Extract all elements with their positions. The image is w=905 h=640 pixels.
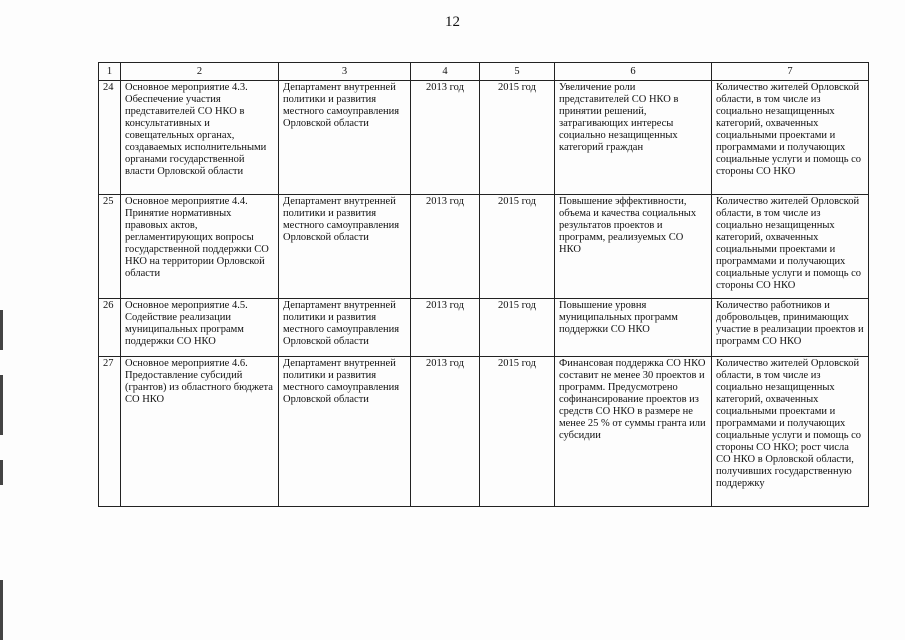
end-year-cell: 2015 год (480, 299, 555, 357)
executor-cell: Департамент внутренней политики и развития местного самоуправления Орловской области (279, 357, 411, 507)
row-number: 27 (99, 357, 121, 507)
executor-cell: Департамент внутренней политики и развития местного самоуправления Орловской области (279, 195, 411, 299)
start-year-cell: 2013 год (411, 357, 480, 507)
row-number: 24 (99, 81, 121, 195)
expected-result-cell: Финансовая поддержка СО НКО составит не менее 30 проектов и программ. Предусмотрено софинансирование проектов из средств СО НКО в размере не менее 25 % от суммы гранта или субсидии (555, 357, 712, 507)
indicator-cell: Количество жителей Орловской области, в том числе из социально незащищенных категорий, охваченных социальными проектами и программами и получающих социальные услуги и помощь со стороны СО НКО (712, 81, 869, 195)
activity-cell: Основное мероприятие 4.6. Предоставление субсидий (грантов) из областного бюджета СО НКО (121, 357, 279, 507)
start-year-cell: 2013 год (411, 195, 480, 299)
start-year-cell: 2013 год (411, 299, 480, 357)
executor-cell: Департамент внутренней политики и развития местного самоуправления Орловской области (279, 299, 411, 357)
start-year-cell: 2013 год (411, 81, 480, 195)
column-header: 3 (279, 63, 411, 81)
expected-result-cell: Повышение уровня муниципальных программ поддержки СО НКО (555, 299, 712, 357)
column-header: 5 (480, 63, 555, 81)
end-year-cell: 2015 год (480, 357, 555, 507)
activity-cell: Основное мероприятие 4.5. Содействие реализации муниципальных программ поддержки СО НКО (121, 299, 279, 357)
table-row (99, 81, 869, 195)
activity-cell: Основное мероприятие 4.3. Обеспечение участия представителей СО НКО в консультативных и совещательных органах, создаваемых исполнительными органами государственной власти Орловской области (121, 81, 279, 195)
expected-result-cell: Повышение эффективности, объема и качества социальных результатов проектов и программ, реализуемых СО НКО (555, 195, 712, 299)
column-header: 2 (121, 63, 279, 81)
expected-result-cell: Увеличение роли представителей СО НКО в принятии решений, затрагивающих интересы социально незащищенных категорий граждан (555, 81, 712, 195)
end-year-cell: 2015 год (480, 195, 555, 299)
row-number: 26 (99, 299, 121, 357)
end-year-cell: 2015 год (480, 81, 555, 195)
executor-cell: Департамент внутренней политики и развития местного самоуправления Орловской области (279, 81, 411, 195)
indicator-cell: Количество жителей Орловской области, в том числе из социально незащищенных категорий, охваченных социальными проектами и программами и получающих социальные услуги и помощь со стороны СО НКО; рост числа СО НКО в Орловской области, получивших государственную поддержку (712, 357, 869, 507)
row-number: 25 (99, 195, 121, 299)
column-header: 6 (555, 63, 712, 81)
indicator-cell: Количество жителей Орловской области, в том числе из социально незащищенных категорий, охваченных социальными проектами и программами и получающих социальные услуги и помощь со стороны СО НКО (712, 195, 869, 299)
program-activities-table (98, 62, 869, 507)
table-header-row (99, 63, 869, 81)
indicator-cell: Количество работников и добровольцев, принимающих участие в реализации проектов и программ СО НКО (712, 299, 869, 357)
table-row (99, 195, 869, 299)
table-row (99, 357, 869, 507)
column-header: 1 (99, 63, 121, 81)
table-row (99, 299, 869, 357)
column-header: 4 (411, 63, 480, 81)
page-number: 12 (445, 14, 460, 30)
scan-edge-marks (0, 40, 3, 640)
column-header: 7 (712, 63, 869, 81)
activity-cell: Основное мероприятие 4.4. Принятие нормативных правовых актов, регламентирующих вопросы государственной поддержки СО НКО на территории Орловской области (121, 195, 279, 299)
